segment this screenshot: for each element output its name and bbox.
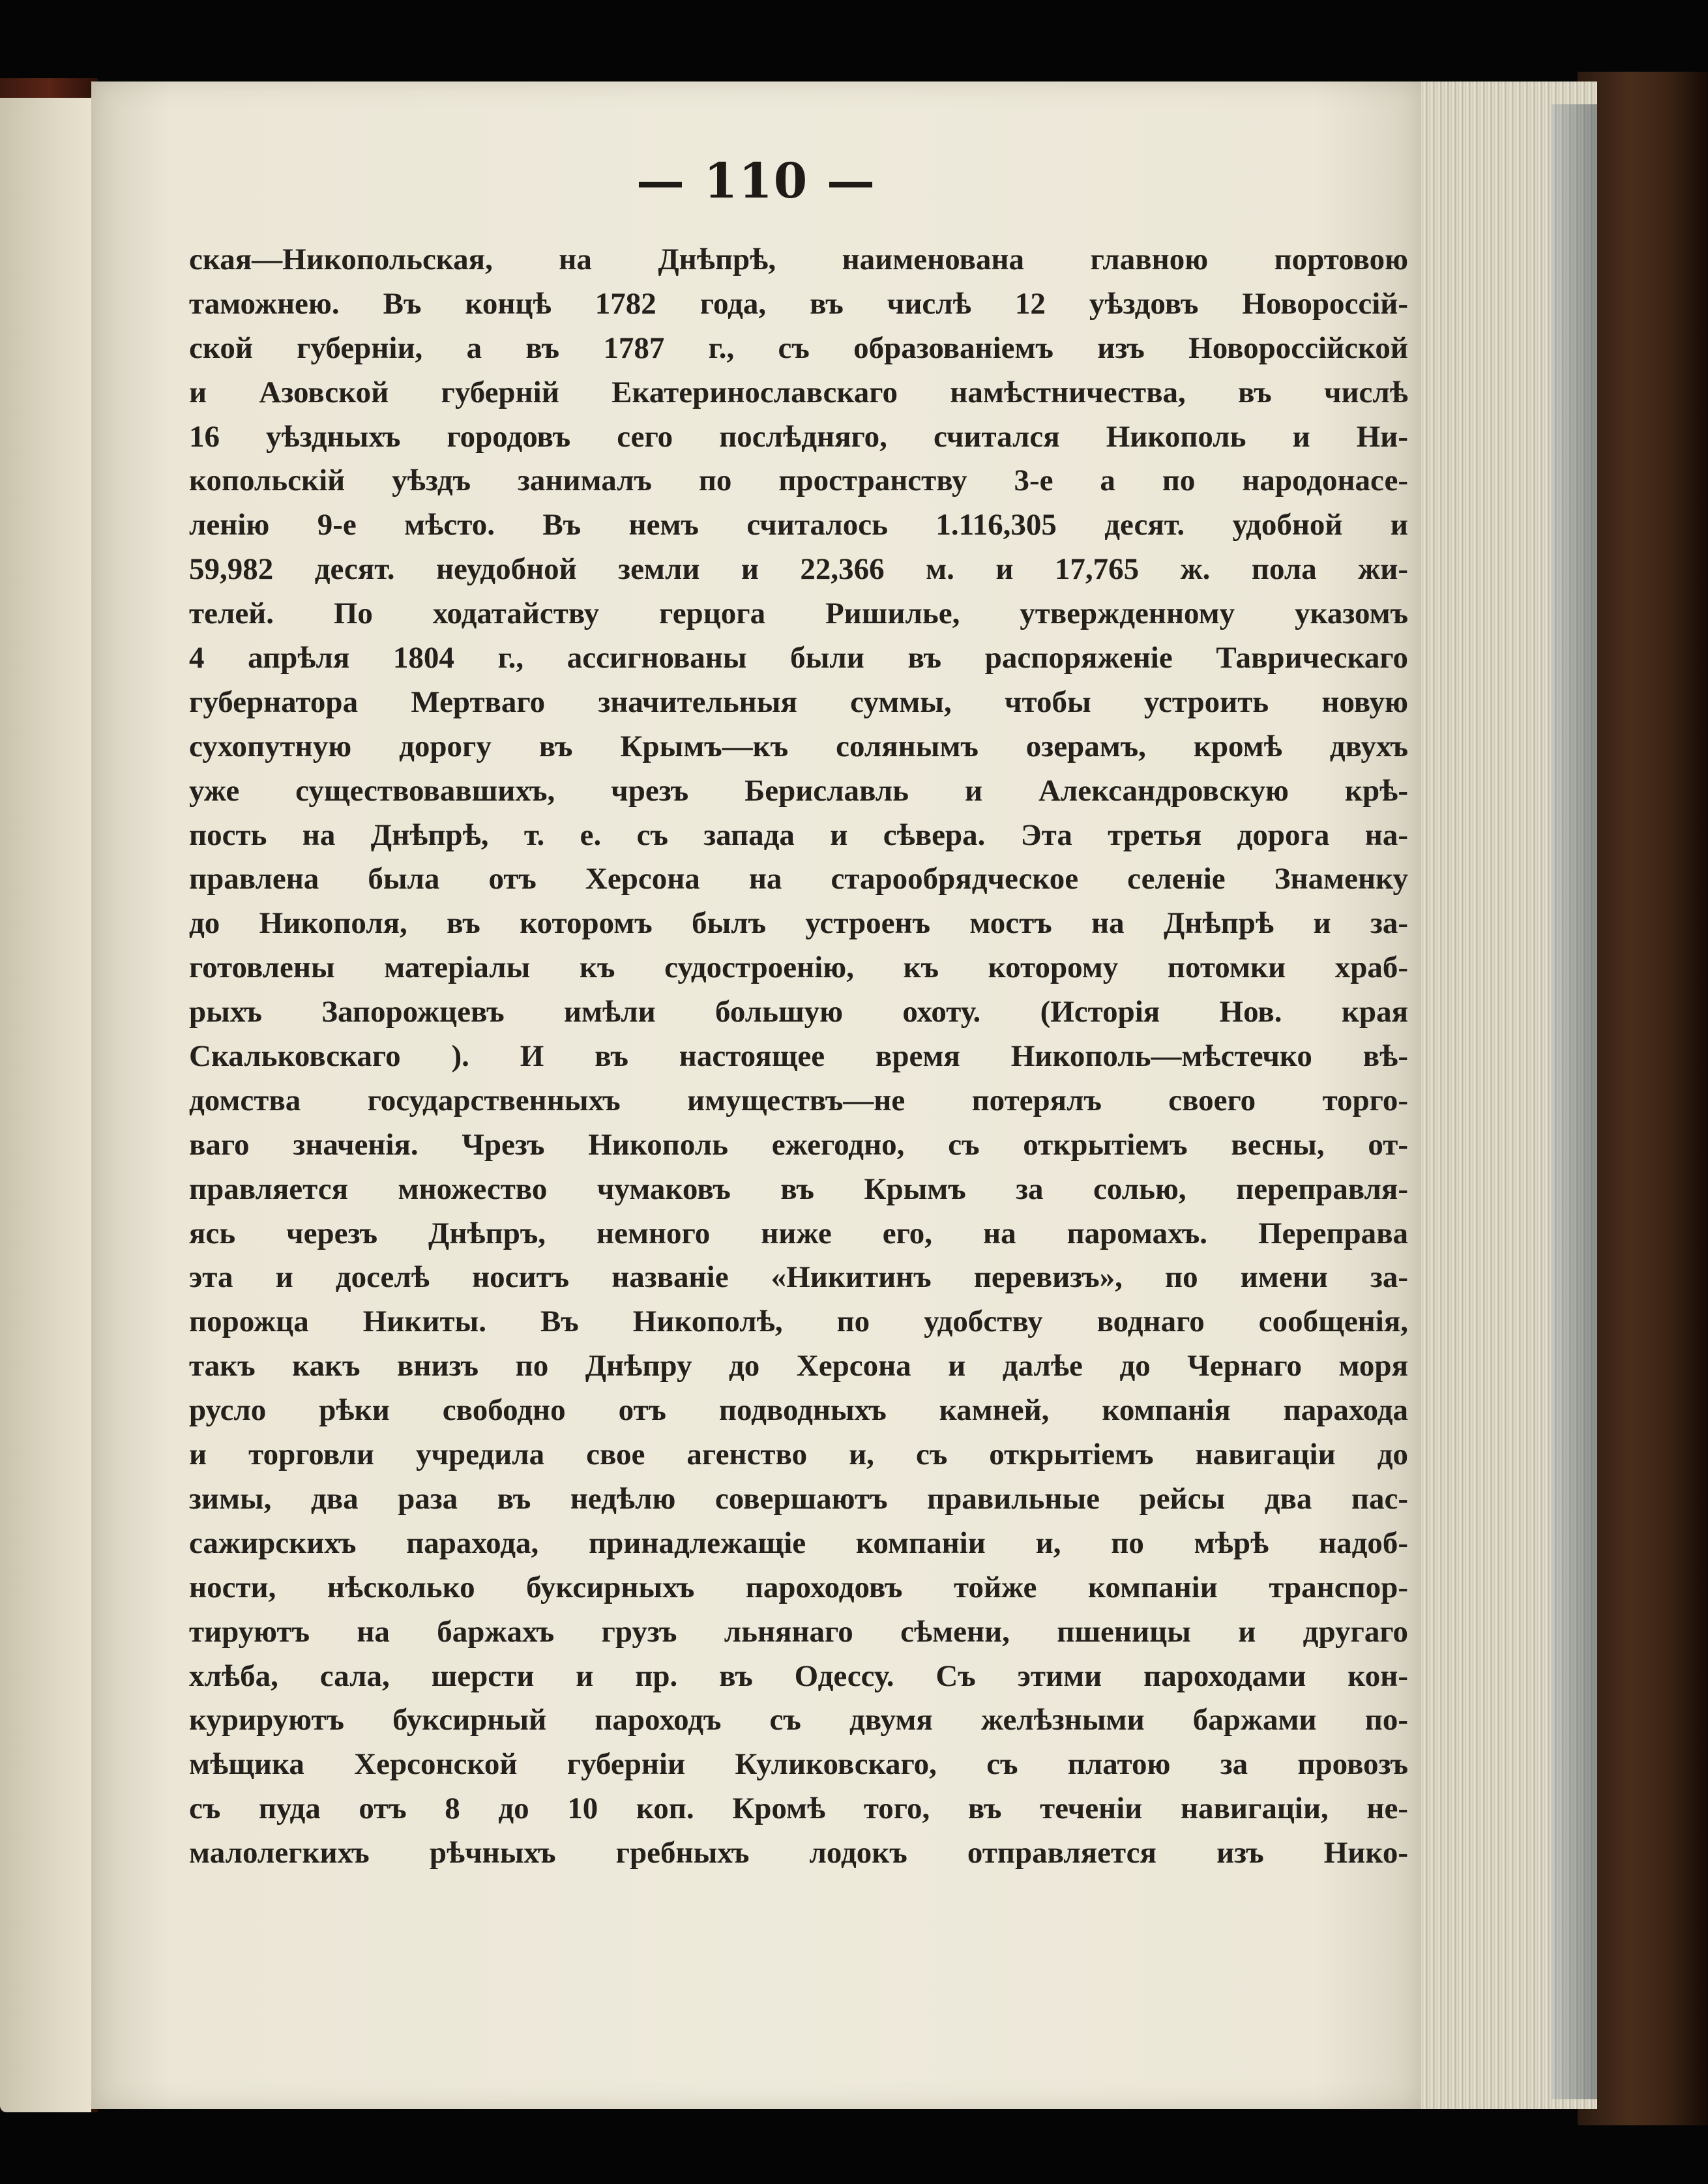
text-line: порожца Никиты. Въ Никополѣ, по удобству воднаго сообщенія, [189, 1305, 1408, 1339]
text-line: 59,982 десят. неудобной земли и 22,366 м. и 17,765 ж. пола жи- [189, 552, 1408, 587]
text-line: правлена была отъ Херсона на старообрядческое селеніе Знаменку [189, 862, 1408, 896]
text-line: ности, нѣсколько буксирныхъ пароходовъ тойже компаніи транспор- [189, 1570, 1408, 1604]
page-number: — 110 — [636, 153, 876, 209]
text-line: домства государственныхъ имуществъ—не потерялъ своего торго- [189, 1083, 1408, 1117]
facing-page-edge [0, 98, 91, 2112]
book-page [91, 81, 1421, 2109]
text-line: Скальковскаго ). И въ настоящее время Никополь—мѣстечко вѣ- [189, 1039, 1408, 1074]
text-line: уже существовавшихъ, чрезъ Бериславль и Александровскую крѣ- [189, 773, 1408, 808]
page-stack-shadow [1552, 104, 1597, 2099]
text-line: пость на Днѣпрѣ, т. е. съ запада и сѣвера. Эта третья дорога на- [189, 818, 1408, 852]
text-line: такъ какъ внизъ по Днѣпру до Херсона и далѣе до Чернаго моря [189, 1349, 1408, 1383]
text-line: съ пуда отъ 8 до 10 коп. Кромѣ того, въ теченіи навигаціи, не- [189, 1792, 1408, 1826]
text-line: хлѣба, сала, шерсти и пр. въ Одессу. Съ этими пароходами кон- [189, 1659, 1408, 1693]
text-line: и Азовской губерній Екатеринославскаго намѣстничества, въ числѣ [189, 375, 1408, 409]
text-line: ской губерніи, а въ 1787 г., съ образованіемъ изъ Новороссійской [189, 331, 1408, 365]
text-line: телей. По ходатайству герцога Ришилье, утвержденному указомъ [189, 597, 1408, 631]
text-line: курируютъ буксирный пароходъ съ двумя желѣзными баржами по- [189, 1703, 1408, 1737]
text-line: 4 апрѣля 1804 г., ассигнованы были въ распоряженіе Таврическаго [189, 641, 1408, 675]
text-line: копольскій уѣздъ занималъ по пространству 3-е а по народонасе- [189, 464, 1408, 498]
text-line: до Никополя, въ которомъ былъ устроенъ мостъ на Днѣпрѣ и за- [189, 906, 1408, 941]
text-line: сухопутную дорогу въ Крымъ—къ солянымъ озерамъ, кромѣ двухъ [189, 729, 1408, 763]
text-line: эта и доселѣ носитъ названіе «Никитинъ перевизъ», по имени за- [189, 1260, 1408, 1295]
text-line: русло рѣки свободно отъ подводныхъ камней, компанія парахода [189, 1393, 1408, 1428]
text-line: и торговли учредила свое агенство и, съ открытіемъ навигаціи до [189, 1438, 1408, 1472]
text-line: губернатора Мертваго значительныя суммы, чтобы устроить новую [189, 685, 1408, 719]
text-line: ленію 9-е мѣсто. Въ немъ считалось 1.116,305 десят. удобной и [189, 508, 1408, 542]
text-line: ваго значенія. Чрезъ Никополь ежегодно, съ открытіемъ весны, от- [189, 1127, 1408, 1162]
text-line: правляется множество чумаковъ въ Крымъ за солью, переправля- [189, 1172, 1408, 1206]
text-line: мѣщика Херсонской губерніи Куликовскаго, съ платою за провозъ [189, 1747, 1408, 1782]
text-line: ясь черезъ Днѣпръ, немного ниже его, на паромахъ. Переправа [189, 1216, 1408, 1250]
text-line: сажирскихъ парахода, принадлежащіе компаніи и, по мѣрѣ надоб- [189, 1526, 1408, 1560]
text-line: рыхъ Запорожцевъ имѣли большую охоту. (Исторія Нов. края [189, 995, 1408, 1029]
text-line: готовлены матеріалы къ судостроенію, къ которому потомки храб- [189, 951, 1408, 985]
text-line: зимы, два раза въ недѣлю совершаютъ правильные рейсы два пас- [189, 1481, 1408, 1516]
text-line: ская—Никопольская, на Днѣпрѣ, наименована главною портовою [189, 243, 1408, 276]
page-body-text [189, 238, 1408, 1876]
text-line: тируютъ на баржахъ грузъ льнянаго сѣмени, пшеницы и другаго [189, 1614, 1408, 1649]
text-line: малолегкихъ рѣчныхъ гребныхъ лодокъ отправляется изъ Нико- [189, 1836, 1408, 1870]
text-line: 16 уѣздныхъ городовъ сего послѣдняго, считался Никополь и Ни- [189, 419, 1408, 454]
book-cover-right [1578, 72, 1708, 2125]
text-line: таможнею. Въ концѣ 1782 года, въ числѣ 12 уѣздовъ Новороссій- [189, 286, 1408, 321]
